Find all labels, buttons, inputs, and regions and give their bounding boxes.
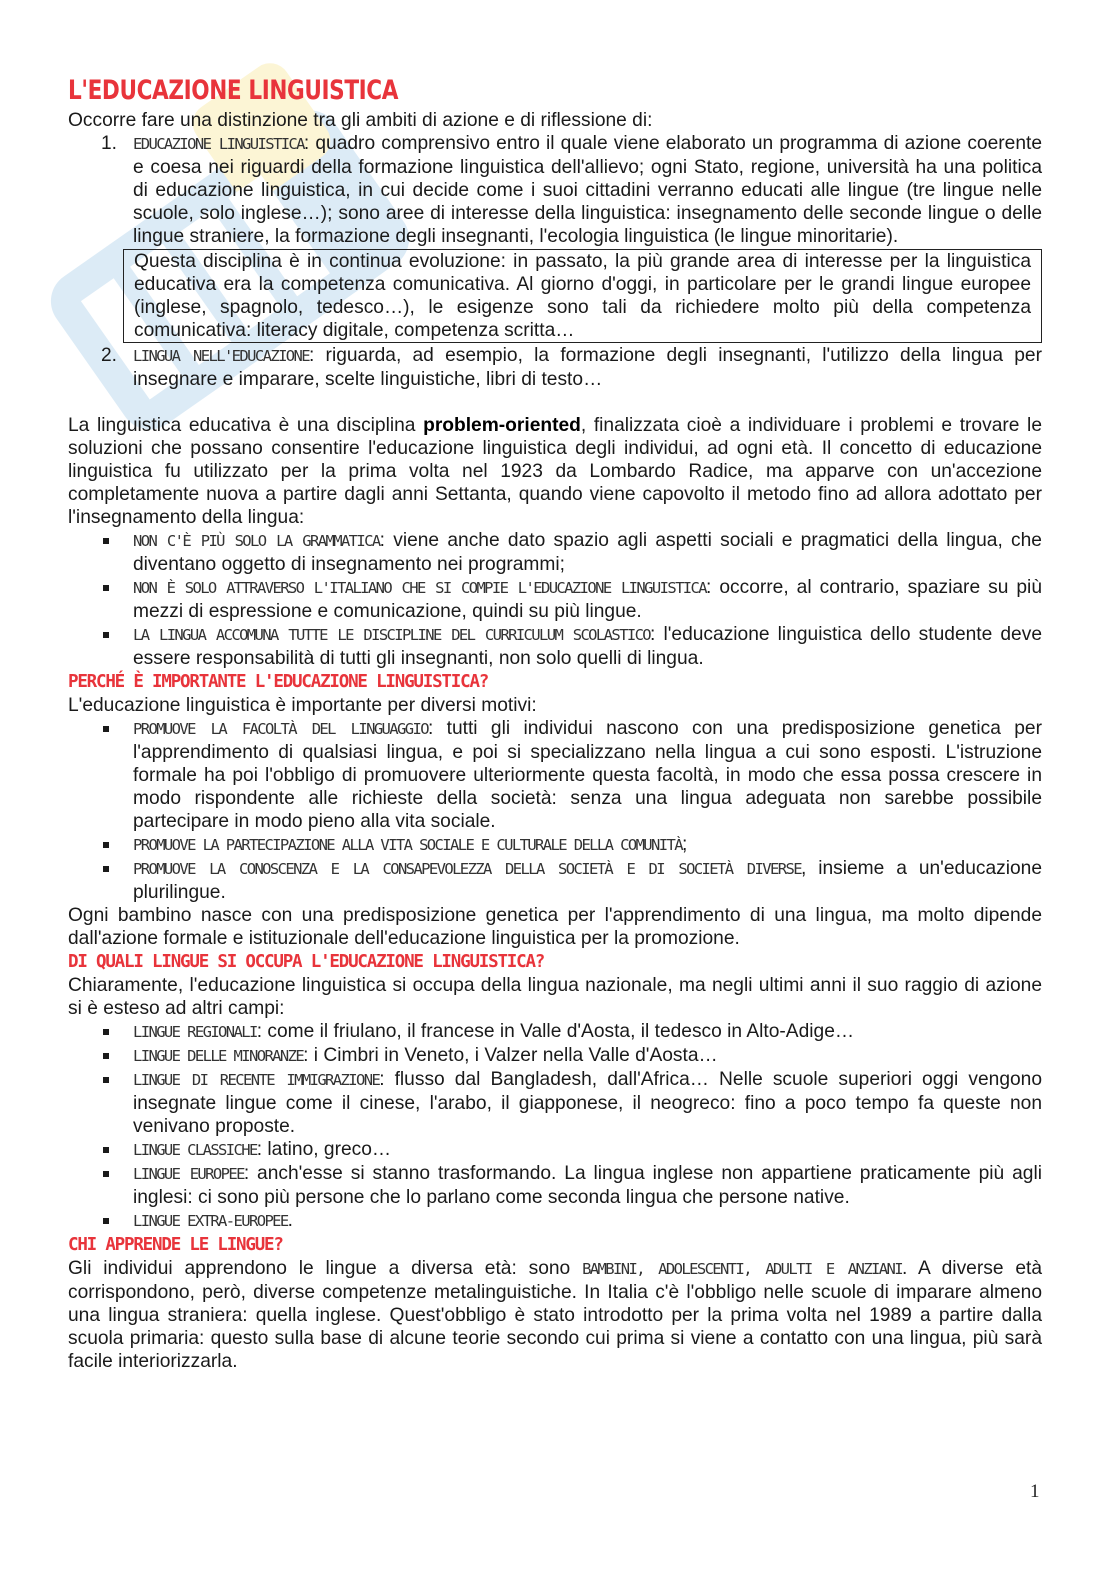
list-item xyxy=(133,576,1042,623)
numbered-list-continued xyxy=(68,344,1042,391)
item-text: : anch'esse si stanno trasformando. La lingua inglese non appartiene praticamente più agli inglesi: ci sono più persone che lo parlano come seconda lingua che persone native. xyxy=(133,1163,1042,1208)
item-keyword: LINGUE REGIONALI xyxy=(133,1023,257,1041)
document-content xyxy=(68,74,1042,1373)
list-item xyxy=(133,529,1042,576)
item-text: : i Cimbri in Veneto, i Valzer nella Valle d'Aosta… xyxy=(303,1045,718,1066)
item-keyword: LINGUE DELLE MINORANZE xyxy=(133,1047,304,1065)
item-keyword: PROMUOVE LA PARTECIPAZIONE ALLA VITA SOCIALE E CULTURALE DELLA COMUNITÀ xyxy=(133,836,682,854)
numbered-list xyxy=(68,132,1042,248)
item-text: . xyxy=(287,1210,293,1231)
list-item xyxy=(133,623,1042,670)
paragraph-learners xyxy=(68,1257,1042,1373)
item-keyword: LINGUE DI RECENTE IMMIGRAZIONE xyxy=(133,1071,380,1089)
item-keyword: LINGUA NELL'EDUCAZIONE xyxy=(133,347,309,365)
item-text: : quadro comprensivo entro il quale viene elaborato un programma di azione coerente e coesa nei riguardi della formazione linguistica dell'allievo; ogni Stato, regione, università ha una politica di educazione linguistica, in cui decide come i suoi cittadini verranno educati alle lingue (tre lingue nelle scuole, solo inglese…); sono aree di interesse della linguistica: insegnamento delle seconde lingue o delle lingue straniere, la formazione degli insegnanti, l'ecologia linguistica (le lingue minoritarie). xyxy=(133,133,1042,247)
bold-term: problem-oriented xyxy=(423,415,581,436)
section-title-learners: CHI APPRENDE LE LINGUE? xyxy=(68,1235,283,1255)
bullet-square-icon xyxy=(103,585,109,591)
item-keyword: PROMUOVE LA FACOLTÀ DEL LINGUAGGIO xyxy=(133,720,428,738)
item-text: : latino, greco… xyxy=(256,1139,392,1160)
bullet-square-icon xyxy=(103,842,109,848)
list-item xyxy=(133,1020,1042,1044)
bullet-square-icon xyxy=(103,866,109,872)
item-text: : tutti gli individui nascono con una predisposizione genetica per l'apprendimento di qualsiasi lingua, e poi si specializzano nella lingua a cui sono esposti. L'istruzione formale ha poi l'obbligo di promuovere ulteriormente questa facoltà, in modo che essa possa crescere in modo rispondente alle richieste della società: senza una lingua adeguata non sarebbe possibile partecipare in modo pieno alla vita sociale. xyxy=(133,718,1042,832)
section-outro: Ogni bambino nasce con una predisposizione genetica per l'apprendimento di una lingua, ma molto dipende dall'azione formale e istituzionale dell'educazione linguistica per la promozione. xyxy=(68,905,1042,949)
section-title-importance: PERCHÉ È IMPORTANTE L'EDUCAZIONE LINGUISTICA? xyxy=(68,672,489,692)
item-text: ; xyxy=(681,834,688,855)
list-item xyxy=(133,1138,1042,1162)
section-title-languages: DI QUALI LINGUE SI OCCUPA L'EDUCAZIONE LINGUISTICA? xyxy=(68,952,545,972)
intro-paragraph: Occorre fare una distinzione tra gli ambiti di azione e di riflessione di: xyxy=(68,110,653,131)
item-keyword: BAMBINI, ADOLESCENTI, ADULTI E ANZIANI xyxy=(582,1260,902,1278)
item-keyword: LINGUE EUROPEE xyxy=(133,1165,244,1183)
item-text: , insieme a un'educazione plurilingue. xyxy=(133,858,1042,903)
bullet-square-icon xyxy=(103,632,109,638)
section-intro: L'educazione linguistica è importante per diversi motivi: xyxy=(68,695,537,716)
page-number: 1 xyxy=(1030,1481,1040,1502)
list-item xyxy=(133,1068,1042,1138)
list-item xyxy=(133,833,1042,857)
bullet-square-icon xyxy=(103,1029,109,1035)
item-text: : viene anche dato spazio agli aspetti sociali e pragmatici della lingua, che diventano oggetto di insegnamento nei programmi; xyxy=(133,530,1042,575)
list-item xyxy=(133,717,1042,833)
item-text: : l'educazione linguistica dello studente deve essere responsabilità di tutti gli insegnanti, non solo quelli di lingua. xyxy=(133,624,1042,669)
list-item xyxy=(133,1044,1042,1068)
item-number: 2. xyxy=(101,345,118,366)
bullet-square-icon xyxy=(103,538,109,544)
numbered-item-2 xyxy=(101,344,1042,391)
bullet-square-icon xyxy=(103,1147,109,1153)
list-item xyxy=(133,1162,1042,1209)
section-intro: Chiaramente, l'educazione linguistica si occupa della lingua nazionale, ma negli ultimi anni il suo raggio di azione si è esteso ad altri campi: xyxy=(68,975,1042,1019)
boxed-note: Questa disciplina è in continua evoluzione: in passato, la più grande area di interesse per la linguistica educativa era la competenza comunicativa. Al giorno d'oggi, in particolare per le grandi lingue europee (inglese, spagnolo, tedesco…), le esigenze sono tali da richiedere molto più della competenza comunicativa: literacy digitale, competenza scritta… xyxy=(123,249,1042,343)
item-keyword: NON È SOLO ATTRAVERSO L'ITALIANO CHE SI COMPIE L'EDUCAZIONE LINGUISTICA xyxy=(133,579,707,597)
bullet-square-icon xyxy=(103,1077,109,1083)
page-title: L'EDUCAZIONE LINGUISTICA xyxy=(68,75,399,106)
text-span: Gli individui apprendono le lingue a diversa età: sono xyxy=(68,1258,583,1279)
item-keyword: LA LINGUA ACCOMUNA TUTTE LE DISCIPLINE DEL CURRICULUM SCOLASTICO xyxy=(133,626,651,644)
bullet-square-icon xyxy=(103,1053,109,1059)
bullet-square-icon xyxy=(103,1218,109,1224)
item-text: : come il friulano, il francese in Valle d'Aosta, il tedesco in Alto-Adige… xyxy=(256,1021,855,1042)
item-text: : flusso dal Bangladesh, dall'Africa… Nelle scuole superiori oggi vengono insegnate lingue come il cinese, l'arabo, il giapponese, il neogreco: fino a poco tempo fa queste non venivano proposte. xyxy=(133,1069,1042,1137)
list-item xyxy=(133,857,1042,904)
bullet-list-methods xyxy=(68,529,1042,670)
bullet-list-importance xyxy=(68,717,1042,904)
item-keyword: LINGUE CLASSICHE xyxy=(133,1141,257,1159)
item-keyword: LINGUE EXTRA-EUROPEE xyxy=(133,1212,288,1230)
bullet-square-icon xyxy=(103,726,109,732)
item-keyword: NON C'È PIÙ SOLO LA GRAMMATICA xyxy=(133,532,380,550)
text-span: La linguistica educativa è una disciplina xyxy=(68,415,424,436)
text-span: , finalizzata cioè a individuare i problemi e trovare le soluzioni che possano consentire l'educazione linguistica degli individui, ad ogni età. Il concetto di educazione linguistica fu utilizzato per la prima volta nel 1923 da Lombardo Radice, ma apparve con un'accezione completamente nuova a partire dagli anni Settanta, quando viene capovolto il metodo fino ad allora adottato per l'insegnamento della lingua: xyxy=(68,415,1042,528)
bullet-square-icon xyxy=(103,1171,109,1177)
item-keyword: PROMUOVE LA CONOSCENZA E LA CONSAPEVOLEZZA DELLA SOCIETÀ E DI SOCIETÀ DIVERSE xyxy=(133,860,801,878)
item-text: : occorre, al contrario, spaziare su più mezzi di espressione e comunicazione, quindi su più lingue. xyxy=(133,577,1042,622)
numbered-item-1 xyxy=(101,132,1042,248)
text-span: . A diverse età corrispondono, però, diverse competenze metalinguistiche. In Italia c'è l'obbligo nelle scuole di imparare almeno una lingua straniera: quella inglese. Quest'obbligo è stato introdotto per la prima volta nel 1989 a partire dalla scuola primaria: questo sulla base di alcune teorie secondo cui prima si viene a contatto con una lingua, più sarà facile interiorizzarla. xyxy=(68,1258,1042,1372)
bullet-list-languages xyxy=(68,1020,1042,1233)
item-number: 1. xyxy=(101,133,118,154)
item-text: : riguarda, ad esempio, la formazione degli insegnanti, l'utilizzo della lingua per insegnare e imparare, scelte linguistiche, libri di testo… xyxy=(133,345,1042,390)
list-item xyxy=(133,1209,1042,1233)
item-keyword: EDUCAZIONE LINGUISTICA xyxy=(133,135,304,153)
paragraph-problem-oriented xyxy=(68,414,1042,529)
spacer xyxy=(68,391,1042,414)
